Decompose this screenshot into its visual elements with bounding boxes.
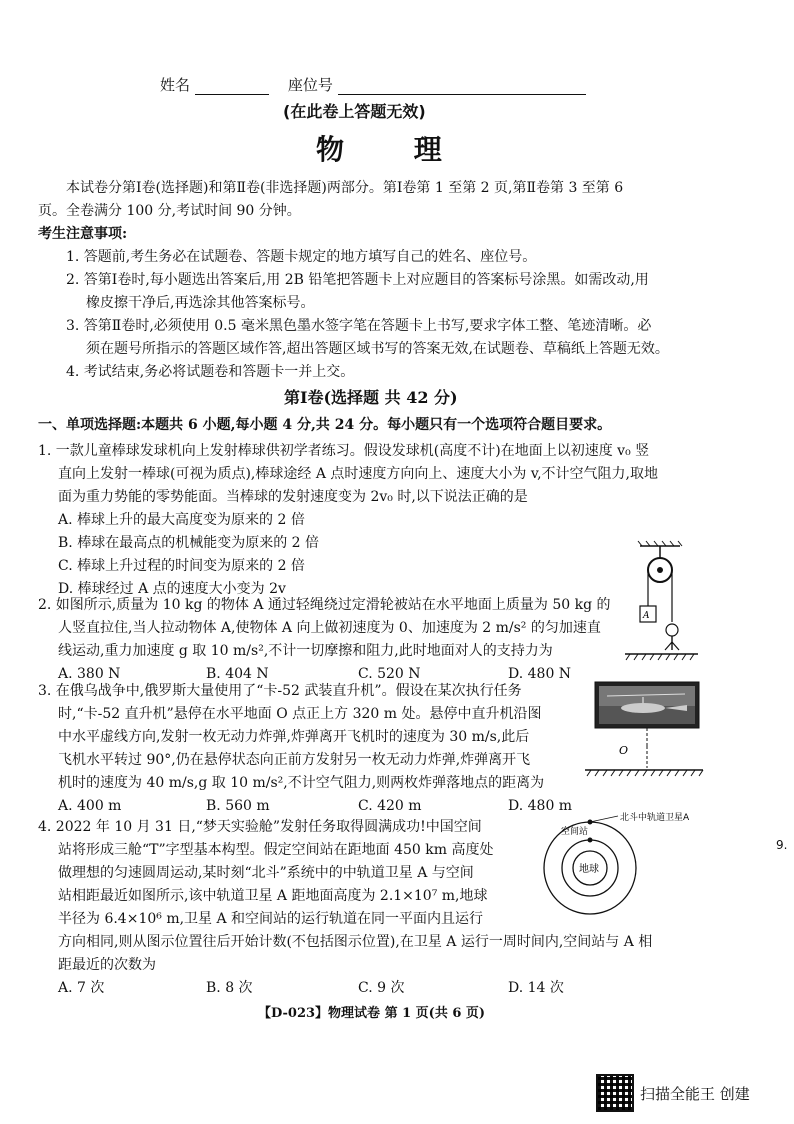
q3-line: 飞机水平转过 90°,仍在悬停状态向正前方发射另一枚无动力炸弹,炸弹离开飞 xyxy=(58,752,531,768)
notice-title: 考生注意事项: xyxy=(38,226,128,242)
orbit-label-station: 空间站 xyxy=(561,827,589,837)
q1-option: A. 棒球上升的最大高度变为原来的 2 倍 xyxy=(58,512,305,528)
q2-line: 2. 如图所示,质量为 10 kg 的物体 A 通过轻绳绕过定滑轮被站在水平地面上质量为 50 kg 的 xyxy=(38,597,611,613)
section-instruction: 一、单项选择题:本题共 6 小题,每小题 4 分,共 24 分。每小题只有一个选项符合题目要求。 xyxy=(38,417,612,433)
section-title: 第Ⅰ卷(选择题 共 42 分) xyxy=(284,388,458,407)
margin-mark: 9. xyxy=(776,838,788,852)
notice-item: 橡皮擦干净后,再选涂其他答案标号。 xyxy=(86,295,315,311)
page-footer: 【D-023】物理试卷 第 1 页(共 6 页) xyxy=(258,1006,486,1021)
name-label: 姓名 xyxy=(160,76,191,94)
notice-item: 4. 考试结束,务必将试题卷和答题卡一并上交。 xyxy=(66,364,355,380)
notice-item: 1. 答题前,考生务必在试题卷、答题卡规定的地方填写自己的姓名、座位号。 xyxy=(66,249,537,265)
q3-options xyxy=(38,795,598,818)
q3-line: 中水平虚线方向,发射一枚无动力炸弹,炸弹离开飞机时的速度为 30 m/s,此后 xyxy=(58,729,530,745)
pulley-figure xyxy=(620,540,700,665)
orbit-label-satellite: 北斗中轨道卫星A xyxy=(620,813,690,823)
q4-line: 方向相同,则从图示位置往后开始计数(不包括图示位置),在卫星 A 运行一周时间内,空间站与 A 相 xyxy=(58,934,653,950)
q1-option: C. 棒球上升过程的时间变为原来的 2 倍 xyxy=(58,558,305,574)
q3-line: 3. 在俄乌战争中,俄罗斯大量使用了“卡-52 武装直升机”。假设在某次执行任务 xyxy=(38,683,522,699)
q4-line: 半径为 6.4×10⁶ m,卫星 A 和空间站的运行轨道在同一平面内且运行 xyxy=(58,911,484,927)
q2-option: C. 520 N xyxy=(358,666,421,682)
q3-line: 时,“卡-52 直升机”悬停在水平地面 O 点正上方 320 m 处。悬停中直升机沿图 xyxy=(58,706,542,722)
notice xyxy=(38,223,738,384)
q3-option: C. 420 m xyxy=(358,798,422,814)
qr-code-icon xyxy=(596,1074,634,1112)
helicopter-label-O: O xyxy=(619,744,629,757)
helicopter-figure xyxy=(585,680,705,792)
question-2 xyxy=(38,594,628,686)
question-4 xyxy=(38,816,758,1000)
q3-option: A. 400 m xyxy=(58,798,122,814)
intro-line: 本试卷分第Ⅰ卷(选择题)和第Ⅱ卷(非选择题)两部分。第Ⅰ卷第 1 至第 2 页,第Ⅱ卷第 3 至第 6 xyxy=(66,180,624,196)
q4-option: C. 9 次 xyxy=(358,980,405,996)
q2-option: A. 380 N xyxy=(58,666,121,682)
q2-line: 线运动,重力加速度 g 取 10 m/s²,不计一切摩擦和阻力,此时地面对人的支持力为 xyxy=(58,643,553,659)
scanner-watermark: 扫描全能王 创建 xyxy=(640,1085,750,1103)
q4-option: D. 14 次 xyxy=(508,980,564,996)
q3-line: 机时的速度为 40 m/s,g 取 10 m/s²,不计空气阻力,则两枚炸弹落地点的距离为 xyxy=(58,775,545,791)
intro xyxy=(38,177,726,223)
q2-option: D. 480 N xyxy=(508,666,572,682)
q2-line: 人竖直拉住,当人拉动物体 A,使物体 A 向上做初速度为 0、加速度为 2 m/s² 的匀加速直 xyxy=(58,620,601,636)
q1-line: 1. 一款儿童棒球发球机向上发射棒球供初学者练习。假设发球机(高度不计)在地面上以初速度 v₀ 竖 xyxy=(38,443,650,459)
q4-line: 4. 2022 年 10 月 31 日,“梦天实验舱”发射任务取得圆满成功!中国空间 xyxy=(38,819,482,835)
q2-option: B. 404 N xyxy=(206,666,269,682)
seat-blank xyxy=(338,94,586,95)
invalid-note: (在此卷上答题无效) xyxy=(283,102,426,121)
q4-line: 距最近的次数为 xyxy=(58,957,156,973)
q1-option: B. 棒球在最高点的机械能变为原来的 2 倍 xyxy=(58,535,319,551)
q4-option: B. 8 次 xyxy=(206,980,253,996)
seat-label: 座位号 xyxy=(287,76,333,94)
name-field xyxy=(160,74,586,95)
q1-line: 直向上发射一棒球(可视为质点),棒球途经 A 点时速度方向向上、速度大小为 v,不计空气阻力,取地 xyxy=(58,466,658,482)
notice-item: 3. 答第Ⅱ卷时,必须使用 0.5 毫米黑色墨水签字笔在答题卡上书写,要求字体工整、笔迹清晰。必 xyxy=(66,318,652,334)
subject-title: 物 理 xyxy=(316,133,472,166)
q4-line: 做理想的匀速圆周运动,某时刻“北斗”系统中的中轨道卫星 A 与空间 xyxy=(58,865,474,881)
q4-line: 站相距最近如图所示,该中轨道卫星 A 距地面高度为 2.1×10⁷ m,地球 xyxy=(58,888,488,904)
notice-item: 须在题号所指示的答题区域作答,超出答题区域书写的答案无效,在试题卷、草稿纸上答题无效。 xyxy=(86,341,669,357)
question-3 xyxy=(38,680,588,818)
q3-option: D. 480 m xyxy=(508,798,573,814)
q1-line: 面为重力势能的零势能面。当棒球的发射速度变为 2v₀ 时,以下说法正确的是 xyxy=(58,489,528,505)
pulley-label-A: A xyxy=(643,611,650,621)
q4-option: A. 7 次 xyxy=(58,980,105,996)
intro-line: 页。全卷满分 100 分,考试时间 90 分钟。 xyxy=(38,203,301,219)
name-blank xyxy=(195,94,269,95)
orbit-label-earth: 地球 xyxy=(579,864,599,875)
q3-option: B. 560 m xyxy=(206,798,270,814)
q1-option: D. 棒球经过 A 点的速度大小变为 2v xyxy=(58,581,286,597)
q4-options xyxy=(38,977,758,1000)
q4-line: 站将形成三舱“T”字型基本构型。假定空间站在距地面 450 km 高度处 xyxy=(58,842,494,858)
notice-item: 2. 答第Ⅰ卷时,每小题选出答案后,用 2B 铅笔把答题卡上对应题目的答案标号涂黑。如需改动,用 xyxy=(66,272,649,288)
